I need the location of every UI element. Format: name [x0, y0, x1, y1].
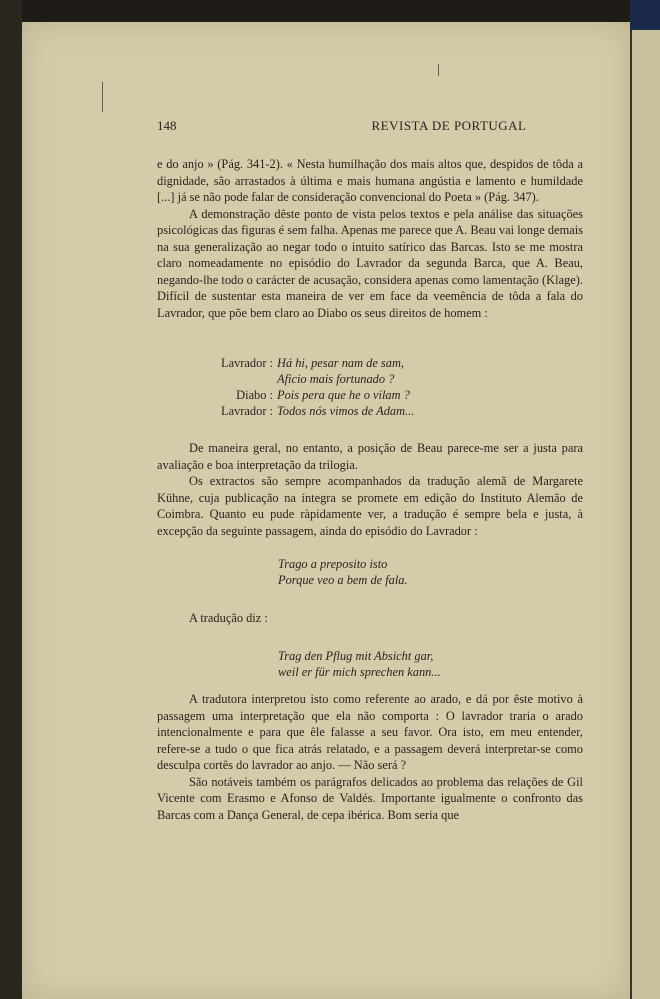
dialogue-row — [209, 403, 414, 419]
running-title: REVISTA DE PORTUGAL — [371, 118, 527, 133]
paragraph: A demonstração dêste ponto de vista pelos textos e pela análise das situações psicológicas das figuras é sem falha. Apenas me parece que A. Beau vai longe demais na sua generalização ao negar todo o intuito satírico das Barcas. Isto se me mostra claro nomeadamente no episódio do Lavrador da segunda Barca, que A. Beau, negando-lhe todo o carácter de acusação, considera apenas como lamentação (Klage). Difícil de sustentar esta maneira de ver em face da veemência de tôda a fala do Lavrador, que põe bem claro ao Diabo os seus direitos de homem : — [157, 206, 583, 320]
verse-line: weil er für mich sprechen kann... — [278, 665, 441, 679]
paragraph: Os extractos são sempre acompanhados da tradução alemã de Margarete Kühne, cuja publicação na íntegra se promete em edição do Instituto Alemão de Coimbra. Quanto eu pude ràpidamente ver, a tradução é sempre bela e justa, à excepção da seguinte passagem, ainda do episódio do Lavrador : — [157, 474, 583, 538]
verse-line: Há hi, pesar nam de sam, — [277, 356, 404, 370]
page-top-edge — [22, 0, 660, 22]
verse-line: Aficio mais fortunado ? — [277, 372, 395, 386]
verse-line: Pois pera que he o vilam ? — [277, 388, 410, 402]
quote-german — [278, 648, 441, 680]
verse-line: Porque veo a bem de fala. — [278, 573, 408, 587]
speaker: Diabo : — [236, 388, 273, 402]
page-number: 148 — [157, 118, 177, 133]
verse-line: Trag den Pflug mit Absicht gar, — [278, 649, 434, 663]
text-block-mid — [157, 440, 583, 539]
translation-intro: A tradução diz : — [189, 611, 268, 625]
dialogue-block — [209, 355, 414, 419]
paragraph: A tradutora interpretou isto como referente ao arado, e dá por êste motivo à passagem uma interpretação que ela não comporta : O lavrador traria o arado intencionalmente e para que êle falasse a seu favor. Ora isto, em meu entender, refere-se a tudo o que fica atrás relatado, e a passagem deverá interpretar-se como desculpa cortês do lavrador ao anjo. — Não será ? — [157, 692, 583, 772]
text-block-bottom — [157, 691, 583, 823]
paragraph: e do anjo » (Pág. 341-2). « Nesta humilhação dos mais altos que, despidos de tôda a dignidade, são arrastados à última e mais humana angústia e lamento e humildade [...] já se não pode falar de consideração convencional do Poeta » (Pág. 347). — [157, 157, 583, 204]
speaker: Lavrador : — [221, 356, 273, 370]
text-block-top — [157, 156, 583, 321]
binding-tab — [630, 0, 660, 30]
verse-line: Todos nós vimos de Adam... — [277, 404, 415, 418]
next-page-edge — [630, 30, 660, 999]
paragraph: De maneira geral, no entanto, a posição de Beau parece-me ser a justa para avaliação e boa interpretação da trilogia. — [157, 441, 583, 472]
page-header — [157, 118, 629, 136]
dialogue-row — [209, 355, 414, 371]
quote-portuguese — [278, 556, 408, 588]
speaker: Lavrador : — [221, 404, 273, 418]
speaker — [209, 371, 273, 387]
verse-line: Trago a preposito isto — [278, 557, 388, 571]
dialogue-row — [209, 371, 414, 387]
dialogue-row — [209, 387, 414, 403]
pencil-mark — [102, 82, 103, 112]
pencil-mark — [438, 64, 439, 76]
paragraph: São notáveis também os parágrafos delicados ao problema das relações de Gil Vicente com Erasmo e Afonso de Valdés. Importante igualmente o confronto das Barcas com a Dança General, de cepa ibérica. Bom seria que — [157, 774, 583, 822]
